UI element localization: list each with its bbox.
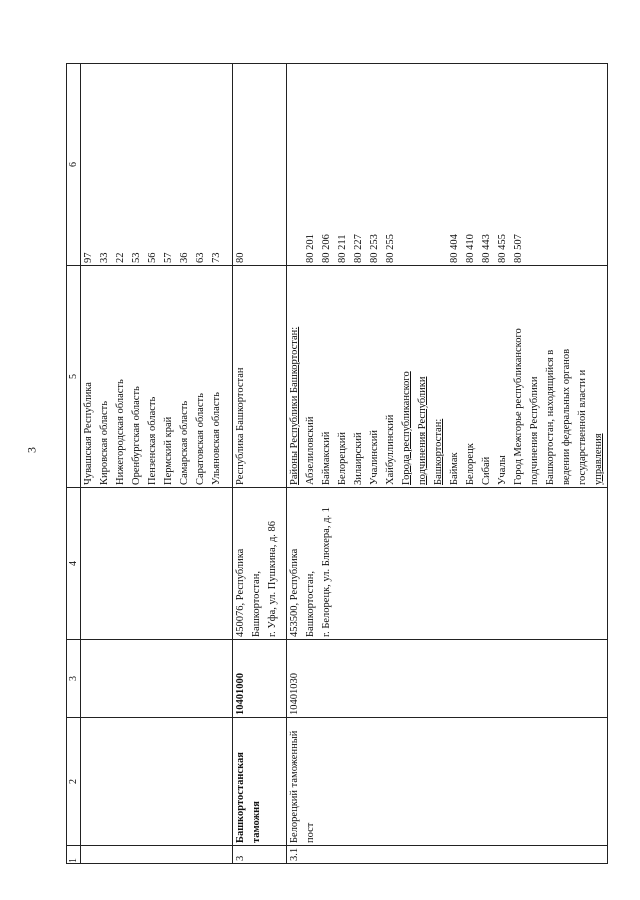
header-cell-1: 1 bbox=[67, 846, 81, 864]
region-name: Саратовская область bbox=[195, 393, 206, 485]
address-line: Башкортостан, bbox=[251, 571, 262, 637]
city-code: 80 443 bbox=[481, 234, 492, 263]
city-name: Сибай bbox=[481, 456, 492, 485]
region-code: 63 bbox=[195, 252, 206, 263]
region-code: 57 bbox=[163, 252, 174, 263]
regions-cell bbox=[81, 266, 233, 488]
post-territories bbox=[287, 266, 608, 488]
city-code: 80 404 bbox=[449, 234, 460, 263]
cities-heading: Города республиканского bbox=[401, 371, 412, 485]
customs-region: Республика Башкортостан bbox=[233, 266, 287, 488]
districts-heading: Районы Республики Башкортостан: bbox=[289, 326, 300, 485]
district-name: Баймакский bbox=[321, 431, 332, 485]
region-code: 73 bbox=[211, 252, 222, 263]
district-code: 80 253 bbox=[369, 234, 380, 263]
header-cell-5: 5 bbox=[67, 266, 81, 488]
customs-address bbox=[233, 488, 287, 640]
region-code: 56 bbox=[147, 252, 158, 263]
cities-heading: Башкортостан: bbox=[433, 418, 444, 485]
mezhgorye-text: Город Межгорье республиканского bbox=[513, 328, 524, 485]
customs-code: 10401000 bbox=[233, 640, 287, 718]
district-name: Абзелиловский bbox=[305, 416, 316, 485]
customs-name: Башкортостанская таможня bbox=[233, 718, 287, 846]
region-code: 36 bbox=[179, 252, 190, 263]
header-row bbox=[67, 64, 81, 864]
address-line: г. Уфа, ул. Пушкина, д. 86 bbox=[267, 520, 278, 637]
address-line: г. Белорецк, ул. Блюхера, д. 1 bbox=[321, 507, 332, 637]
row-number: 3 bbox=[233, 846, 287, 864]
city-code: 80 410 bbox=[465, 234, 476, 263]
header-cell-2: 2 bbox=[67, 718, 81, 846]
region-name: Пензенская область bbox=[147, 396, 158, 485]
mezhgorye-text: государственной власти и bbox=[577, 369, 588, 485]
region-code: 22 bbox=[115, 252, 126, 263]
mezhgorye-text: ведении федеральных органов bbox=[561, 348, 572, 485]
region-code: 97 bbox=[83, 252, 94, 263]
address-line: 450076, Республика bbox=[235, 548, 246, 637]
city-name: Учалы bbox=[497, 455, 508, 485]
header-cell-4: 4 bbox=[67, 488, 81, 640]
region-name: Кировская область bbox=[99, 400, 110, 485]
mezhgorye-code: 80 507 bbox=[513, 234, 524, 263]
region-name: Ульяновская область bbox=[211, 392, 222, 485]
district-name: Учалинский bbox=[369, 430, 380, 485]
address-line: Башкортостан, bbox=[305, 571, 316, 637]
district-code: 80 227 bbox=[353, 234, 364, 263]
post-code: 10401030 bbox=[287, 640, 608, 718]
district-code: 80 255 bbox=[385, 234, 396, 263]
region-code: 53 bbox=[131, 252, 142, 263]
page-number: 3 bbox=[24, 447, 39, 453]
rotated-table-container bbox=[66, 64, 608, 864]
table-row-post bbox=[287, 64, 608, 864]
mezhgorye-text: подчинения Республики bbox=[529, 376, 540, 485]
table-row-regions bbox=[81, 64, 233, 864]
district-code: 80 201 bbox=[305, 234, 316, 263]
mezhgorye-text: управления bbox=[593, 433, 604, 485]
region-codes-cell bbox=[81, 64, 233, 266]
address-line: 453500, Республика bbox=[289, 548, 300, 637]
cities-heading: подчинения Республики bbox=[417, 376, 428, 485]
post-address bbox=[287, 488, 608, 640]
region-code: 33 bbox=[99, 252, 110, 263]
district-code: 80 206 bbox=[321, 234, 332, 263]
district-name: Белорецкий bbox=[337, 431, 348, 485]
customs-region-code: 80 bbox=[233, 64, 287, 266]
region-name: Пермский край bbox=[163, 416, 174, 485]
district-code: 80 211 bbox=[337, 234, 348, 263]
row-number: 3.1 bbox=[287, 846, 608, 864]
city-name: Баймак bbox=[449, 452, 460, 485]
post-territory-codes bbox=[287, 64, 608, 266]
region-name: Чувашская Республика bbox=[83, 382, 94, 485]
district-name: Зилаирский bbox=[353, 432, 364, 485]
header-cell-6: 6 bbox=[67, 64, 81, 266]
mezhgorye-text: Башкортостан, находящийся в bbox=[545, 349, 556, 485]
post-name: Белорецкий таможенный пост bbox=[287, 718, 608, 846]
region-name: Нижегородская область bbox=[115, 379, 126, 485]
region-name: Оренбургская область bbox=[131, 386, 142, 485]
table-row-customs bbox=[233, 64, 287, 864]
region-name: Самарская область bbox=[179, 400, 190, 485]
header-cell-3: 3 bbox=[67, 640, 81, 718]
city-name: Белорецк bbox=[465, 443, 476, 485]
district-name: Хайбуллинский bbox=[385, 414, 396, 485]
customs-table bbox=[66, 63, 608, 864]
city-code: 80 455 bbox=[497, 234, 508, 263]
